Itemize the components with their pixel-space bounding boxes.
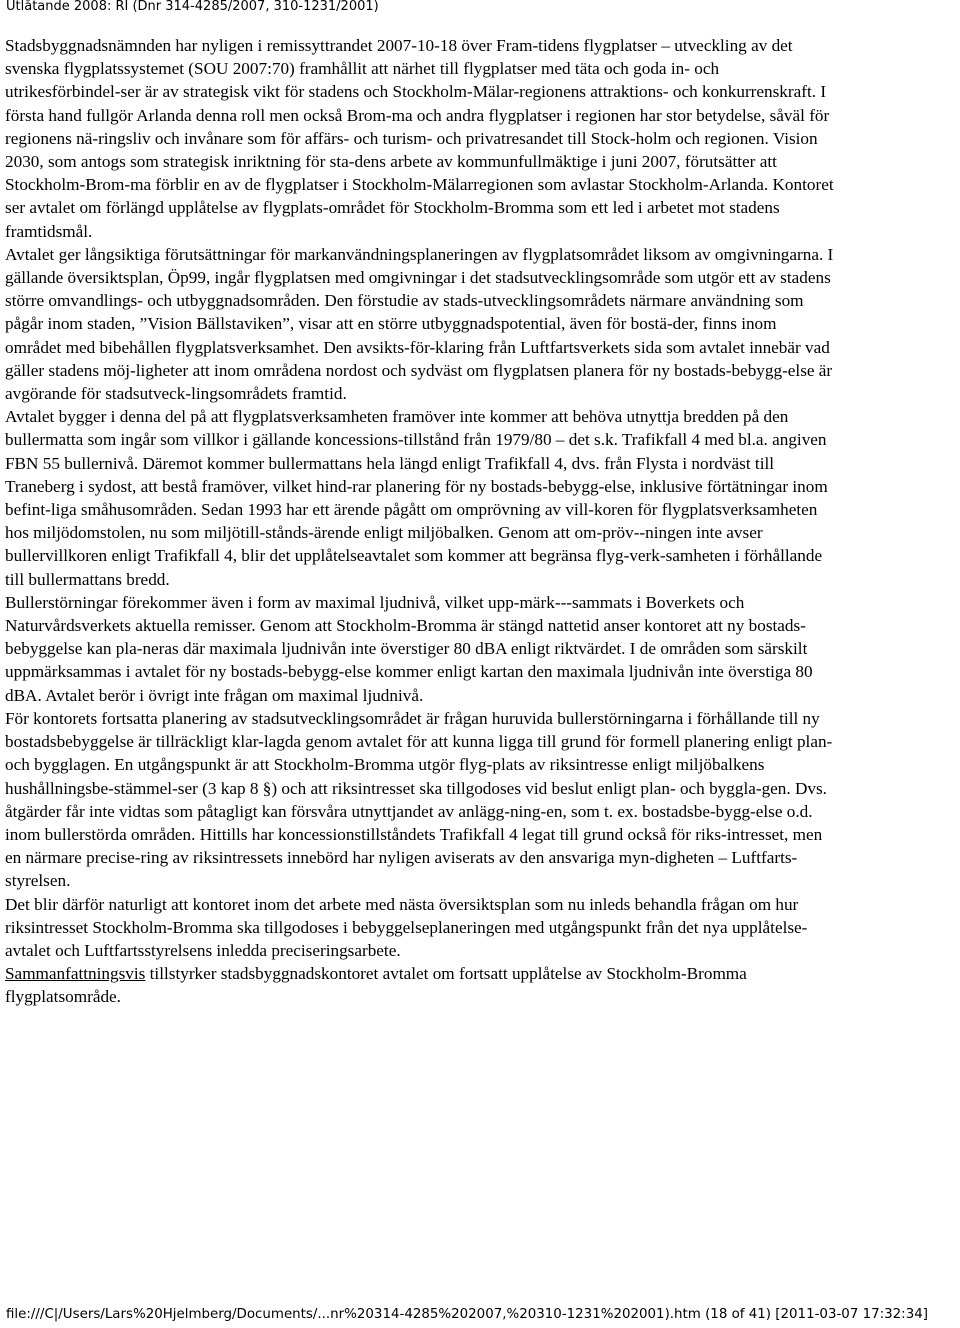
paragraph: Avtalet bygger i denna del på att flygplatsverksamheten framöver inte kommer att behöva utnyttja bredden på den bullermatta som ingår som villkor i gällande koncessions-tillstånd från 1979/80 – det s.k. Trafikfall 4 med bl.a. angiven FBN 55 bullernivå. Däremot kommer bullermattans hela längd enligt Trafikfall 4, dvs. från Flysta i nordväst till Traneberg i sydost, att bestå framöver, vilket hind-rar planering för ny bostads-bebygg-else, inklusive förtätningar inom befint-liga småhusområden. Sedan 1993 har ett ärende pågått om omprövning av vill-koren för flygplatsverksamheten hos miljödomstolen, nu som miljötill-stånds-ärende enligt miljöbalken. Genom att om-pröv--ningen inte avser bullervillkoren enligt Trafikfall 4, blir det upplåtelseavtalet som kommer att begränsa flyg-verk-samheten i förhållande till bullermattans bredd. xyxy=(5,407,828,589)
paragraph: Avtalet ger långsiktiga förutsättningar för markanvändningsplaneringen av flygplatsområdet liksom av omgivningarna. I gällande översiktsplan, Öp99, ingår flygplatsen med omgivningar i det stadsutvecklingsområde som utgör ett av stadens större omvandlings- och utbyggnadsområden. Den förstudie av stads-utvecklingsområdets närmare användning som pågår inom staden, ”Vision Bällstaviken”, visar att en större utbyggnadspotential, även för bostä-der, finns inom området med bibehållen flygplatsverksamhet. Den avsikts-för-klaring från Luftfartsverkets sida som avtalet innebär vad gäller stadens möj-ligheter att inom områdena nordost och sydväst om flygplatsen planera för ny bostads-bebygg-else är avgörande för stadsutveck-lingsområdets framtid. xyxy=(5,244,834,404)
summary-text: tillstyrker stadsbyggnadskontoret avtalet om fortsatt upplåtelse av Stockholm-Bromma flygplatsområde. xyxy=(5,964,747,1007)
paragraph: För kontorets fortsatta planering av stadsutvecklingsområdet är frågan huruvida bullerstörningarna i förhållande till ny bostadsbebyggelse är tillräckligt klar-lagda genom avtalet för att kunna ligga till grund för formell planering enligt plan- och bygglagen. En utgångspunkt är att Stockholm-Bromma utgör flyg-plats av riksintresse enligt miljöbalkens hushållningsbe-stämmel-ser (3 kap 8 §) och att riksintresset ska tillgodoses vid beslut enligt plan- och byggla-gen. Dvs. åtgärder får inte vidtas som påtagligt kan försvåra utnyttjandet av anlägg-ning-en, som t. ex. bostadsbe-bygg-else o.d. inom bullerstörda områden. Hittills har koncessionstillståndets Trafikfall 4 legat till grund också för riks-intresset, men en närmare precise-ring av riksintressets innebörd har nyligen aviserats av den ansvariga myn-digheten – Luftfarts-styrelsen. xyxy=(5,708,833,891)
page-footer-path: file:///C|/Users/Lars%20Hjelmberg/Documents/...nr%20314-4285%202007,%20310-1231%202001).htm (18 of 41) [2011-03-07 17:32:34] xyxy=(6,1307,928,1322)
paragraph: Det blir därför naturligt att kontoret inom det arbete med nästa översiktsplan som nu inleds behandla frågan om hur riksintresset Stockholm-Bromma ska tillgodoses i bebyggelseplaneringen med utgångspunkt från det nya upplåtelse-avtalet och Luftfartsstyrelsens inledda preciseringsarbete. xyxy=(5,894,808,960)
paragraph: Stadsbyggnadsnämnden har nyligen i remissyttrandet 2007-10-18 över Fram-tidens flygplatser – utveckling av det svenska flygplatssystemet (SOU 2007:70) framhållit att närhet till flygplatser med täta och goda in- och utrikesförbindel-ser är av strategisk vikt för stadens och Stockholm-Mälar-regionens attraktions- och konkurrenskraft. I första hand fullgör Arlanda denna roll men också Brom-ma och andra flygplatser i regionen har stor betydelse, såväl för regionens nä-ringsliv och invånare som för affärs- och turism- och privatresandet till Stock-holm och regionen. Vision 2030, som antogs som strategisk inriktning för sta-dens arbete av kommunfullmäktige i juni 2007, förutsätter att Stockholm-Brom-ma förblir en av de flygplatser i Stockholm-Mälarregionen som avlastar Stockholm-Arlanda. Kontoret ser avtalet om förlängd upplåtelse av flygplats-området för Stockholm-Bromma som ett led i arbetet mot stadens framtidsmål. xyxy=(5,36,834,241)
summary-paragraph xyxy=(5,962,837,1008)
paragraph: Bullerstörningar förekommer även i form av maximal ljudnivå, vilket upp-märk---sammats i Boverkets och Naturvårdsverkets aktuella remisser. Genom att Stockholm-Bromma är stängd nattetid anser kontoret att ny bostads-bebyggelse kan pla-neras där maximala ljudnivån inte överstiger 80 dBA enligt riktvärdet. I de områden som särskilt uppmärksammas i avtalet för ny bostads-bebygg-else kommer enligt kartan den maximala ljudnivån inte överstiga 80 dBA. Avtalet berör i övrigt inte frågan om maximal ljudnivå. xyxy=(5,592,813,705)
page-header-title: Utlåtande 2008: RI (Dnr 314-4285/2007, 310-1231/2001) xyxy=(6,0,379,14)
summary-heading: Sammanfattningsvis xyxy=(5,964,146,984)
document-body xyxy=(5,34,837,1009)
